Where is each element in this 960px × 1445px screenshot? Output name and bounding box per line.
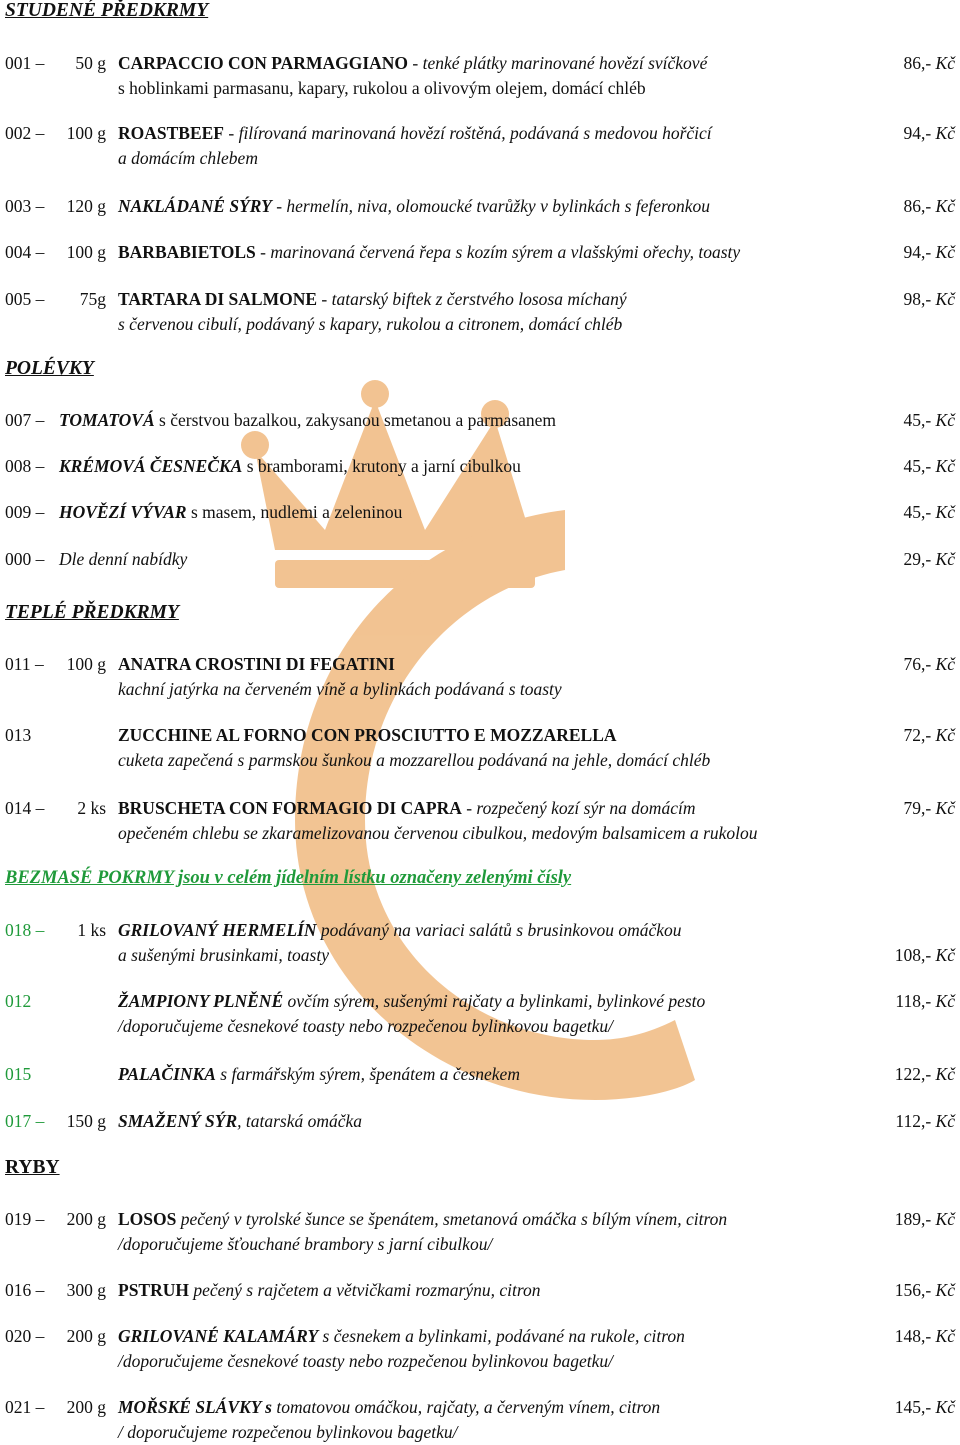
item-name: Dle denní nabídky — [59, 549, 188, 569]
item-name: KRÉMOVÁ ČESNEČKA — [59, 456, 243, 476]
currency-label: Kč — [935, 654, 955, 674]
item-name: ZUCCHINE AL FORNO CON PROSCIUTTO E MOZZARELLA — [118, 725, 617, 745]
item-quantity: 200 g — [66, 1326, 106, 1346]
item-description: s bramborami, krutony a jarní cibulkou — [242, 456, 521, 476]
section-heading-cold-starters: STUDENÉ PŘEDKRMY — [5, 0, 209, 21]
currency-label: Kč — [935, 991, 955, 1011]
item-description-line-2: kachní jatýrka na červeném víně a bylinkách podávaná s toasty — [118, 679, 562, 699]
item-description-line-2: /doporučujeme česnekové toasty nebo rozpečenou bylinkovou bagetku/ — [118, 1351, 614, 1371]
currency-label: Kč — [935, 1111, 955, 1131]
item-code: 017 – — [5, 1111, 45, 1131]
item-description: - filírovaná marinovaná hovězí roštěná, podávaná s medovou hořčicí — [224, 123, 712, 143]
item-code: 001 – — [5, 53, 45, 73]
item-code: 012 — [5, 991, 32, 1011]
item-description: - marinovaná červená řepa s kozím sýrem a vlašskými ořechy, toasty — [255, 242, 741, 262]
item-description-line-2: a domácím chlebem — [118, 148, 258, 168]
item-price: 76,- — [903, 654, 936, 674]
item-name: GRILOVANÝ HERMELÍN — [118, 920, 317, 940]
item-quantity: 200 g — [66, 1209, 106, 1229]
currency-label: Kč — [935, 456, 955, 476]
item-description: , tatarská omáčka — [237, 1111, 363, 1131]
item-name: ANATRA CROSTINI DI FEGATINI — [118, 654, 395, 674]
item-quantity: 75g — [79, 289, 106, 309]
item-price: 118,- — [895, 991, 936, 1011]
item-price: 86,- — [903, 53, 936, 73]
item-quantity: 1 ks — [77, 920, 106, 940]
item-description: tomatovou omáčkou, rajčaty, a červeným vínem, citron — [272, 1397, 661, 1417]
item-code: 003 – — [5, 196, 45, 216]
item-price: 45,- — [903, 456, 936, 476]
item-description: pečený v tyrolské šunce se špenátem, smetanová omáčka s bílým vínem, citron — [176, 1209, 728, 1229]
currency-label: Kč — [935, 798, 955, 818]
item-price: 98,- — [903, 289, 936, 309]
item-name: NAKLÁDANÉ SÝRY — [118, 196, 272, 216]
item-price: 94,- — [903, 242, 936, 262]
item-name: SMAŽENÝ SÝR — [118, 1111, 238, 1131]
currency-label: Kč — [935, 1064, 955, 1084]
item-price: 86,- — [903, 196, 936, 216]
item-name: TARTARA DI SALMONE — [118, 289, 318, 309]
item-description: - rozpečený kozí sýr na domácím — [461, 798, 696, 818]
currency-label: Kč — [935, 725, 955, 745]
item-name: PSTRUH — [118, 1280, 189, 1300]
item-description-line-2: s červenou cibulí, podávaný s kapary, rukolou a citronem, domácí chléb — [118, 314, 623, 334]
item-price: 29,- — [903, 549, 936, 569]
section-heading-meatless-note: BEZMASÉ POKRMY jsou v celém jídelním lístku označeny zelenými čísly — [5, 868, 572, 888]
currency-label: Kč — [935, 1397, 955, 1417]
item-code: 000 – — [5, 549, 45, 569]
currency-label: Kč — [935, 242, 955, 262]
section-heading-fish: RYBY — [5, 1157, 60, 1178]
item-code: 018 – — [5, 920, 45, 940]
item-description: s masem, nudlemi a zeleninou — [186, 502, 403, 522]
currency-label: Kč — [935, 410, 955, 430]
item-description-line-2: opečeném chlebu se zkaramelizovanou červenou cibulkou, medovým balsamicem a rukolou — [118, 823, 758, 843]
section-heading-warm-starters: TEPLÉ PŘEDKRMY — [5, 602, 179, 623]
item-description: - tatarský biftek z čerstvého lososa míchaný — [317, 289, 627, 309]
item-code: 004 – — [5, 242, 45, 262]
item-description: podávaný na variaci salátů s brusinkovou omáčkou — [316, 920, 682, 940]
currency-label: Kč — [935, 123, 955, 143]
item-code: 005 – — [5, 289, 45, 309]
item-code: 009 – — [5, 502, 45, 522]
item-code: 014 – — [5, 798, 45, 818]
currency-label: Kč — [935, 502, 955, 522]
item-name: BRUSCHETA CON FORMAGIO DI CAPRA — [118, 798, 462, 818]
item-name: TOMATOVÁ — [59, 410, 155, 430]
item-code: 016 – — [5, 1280, 45, 1300]
item-name: GRILOVANÉ KALAMÁRY — [118, 1326, 319, 1346]
currency-label: Kč — [935, 289, 955, 309]
item-price: 156,- — [894, 1280, 936, 1300]
item-price: 72,- — [903, 725, 936, 745]
item-description-line-2: / doporučujeme rozpečenou bylinkovou bagetku/ — [118, 1422, 458, 1442]
item-code: 015 — [5, 1064, 32, 1084]
item-description-line-2: a sušenými brusinkami, toasty — [118, 945, 329, 965]
item-price: 45,- — [903, 502, 936, 522]
item-description-line-2: /doporučujeme šťouchané brambory s jarní cibulkou/ — [118, 1234, 493, 1254]
item-code: 020 – — [5, 1326, 45, 1346]
item-quantity: 300 g — [66, 1280, 106, 1300]
item-quantity: 50 g — [75, 53, 106, 73]
item-code: 002 – — [5, 123, 45, 143]
item-price: 148,- — [894, 1326, 936, 1346]
item-price: 145,- — [894, 1397, 936, 1417]
currency-label: Kč — [935, 53, 955, 73]
item-code: 021 – — [5, 1397, 45, 1417]
item-description: - hermelín, niva, olomoucké tvarůžky v bylinkách s feferonkou — [271, 196, 710, 216]
item-quantity: 150 g — [66, 1111, 106, 1131]
item-quantity: 2 ks — [77, 798, 106, 818]
item-description: s farmářským sýrem, špenátem a česnekem — [215, 1064, 520, 1084]
item-name: ŽAMPIONY PLNĚNÉ — [118, 991, 284, 1011]
item-code: 019 – — [5, 1209, 45, 1229]
currency-label: Kč — [935, 549, 955, 569]
currency-label: Kč — [935, 1280, 955, 1300]
item-price: 94,- — [903, 123, 936, 143]
item-name: ROASTBEEF — [118, 123, 224, 143]
item-description-line-2: s hoblinkami parmasanu, kapary, rukolou a olivovým olejem, domácí chléb — [118, 78, 646, 98]
item-description-line-2: /doporučujeme česnekové toasty nebo rozpečenou bylinkovou bagetku/ — [118, 1016, 614, 1036]
item-code: 007 – — [5, 410, 45, 430]
item-code: 008 – — [5, 456, 45, 476]
item-quantity: 120 g — [66, 196, 106, 216]
item-code: 011 – — [5, 654, 44, 674]
item-name: CARPACCIO CON PARMAGGIANO — [118, 53, 409, 73]
item-name: BARBABIETOLS — [118, 242, 256, 262]
item-name: PALAČINKA — [118, 1064, 216, 1084]
item-price: 45,- — [903, 410, 936, 430]
item-description: s česnekem a bylinkami, podávané na rukole, citron — [318, 1326, 685, 1346]
item-price: 79,- — [903, 798, 936, 818]
item-price: 108,- — [894, 945, 936, 965]
currency-label: Kč — [935, 945, 955, 965]
item-quantity: 200 g — [66, 1397, 106, 1417]
item-description-line-2: cuketa zapečená s parmskou šunkou a mozzarellou podávaná na jehle, domácí chléb — [118, 750, 711, 770]
section-heading-soups: POLÉVKY — [5, 358, 94, 379]
item-name: LOSOS — [118, 1209, 177, 1229]
currency-label: Kč — [935, 1209, 955, 1229]
item-quantity: 100 g — [66, 242, 106, 262]
item-description: s čerstvou bazalkou, zakysanou smetanou a parmasanem — [154, 410, 557, 430]
item-name: MOŘSKÉ SLÁVKY s — [118, 1397, 272, 1417]
item-description: pečený s rajčetem a větvičkami rozmarýnu, citron — [188, 1280, 541, 1300]
item-price: 122,- — [894, 1064, 936, 1084]
item-description: - tenké plátky marinované hovězí svíčkové — [408, 53, 708, 73]
currency-label: Kč — [935, 1326, 955, 1346]
item-name: HOVĚZÍ VÝVAR — [59, 502, 187, 522]
item-price: 189,- — [894, 1209, 936, 1229]
item-description: ovčím sýrem, sušenými rajčaty a bylinkami, bylinkové pesto — [283, 991, 706, 1011]
item-quantity: 100 g — [66, 654, 106, 674]
item-code: 013 — [5, 725, 32, 745]
item-quantity: 100 g — [66, 123, 106, 143]
currency-label: Kč — [935, 196, 955, 216]
item-price: 112,- — [895, 1111, 936, 1131]
